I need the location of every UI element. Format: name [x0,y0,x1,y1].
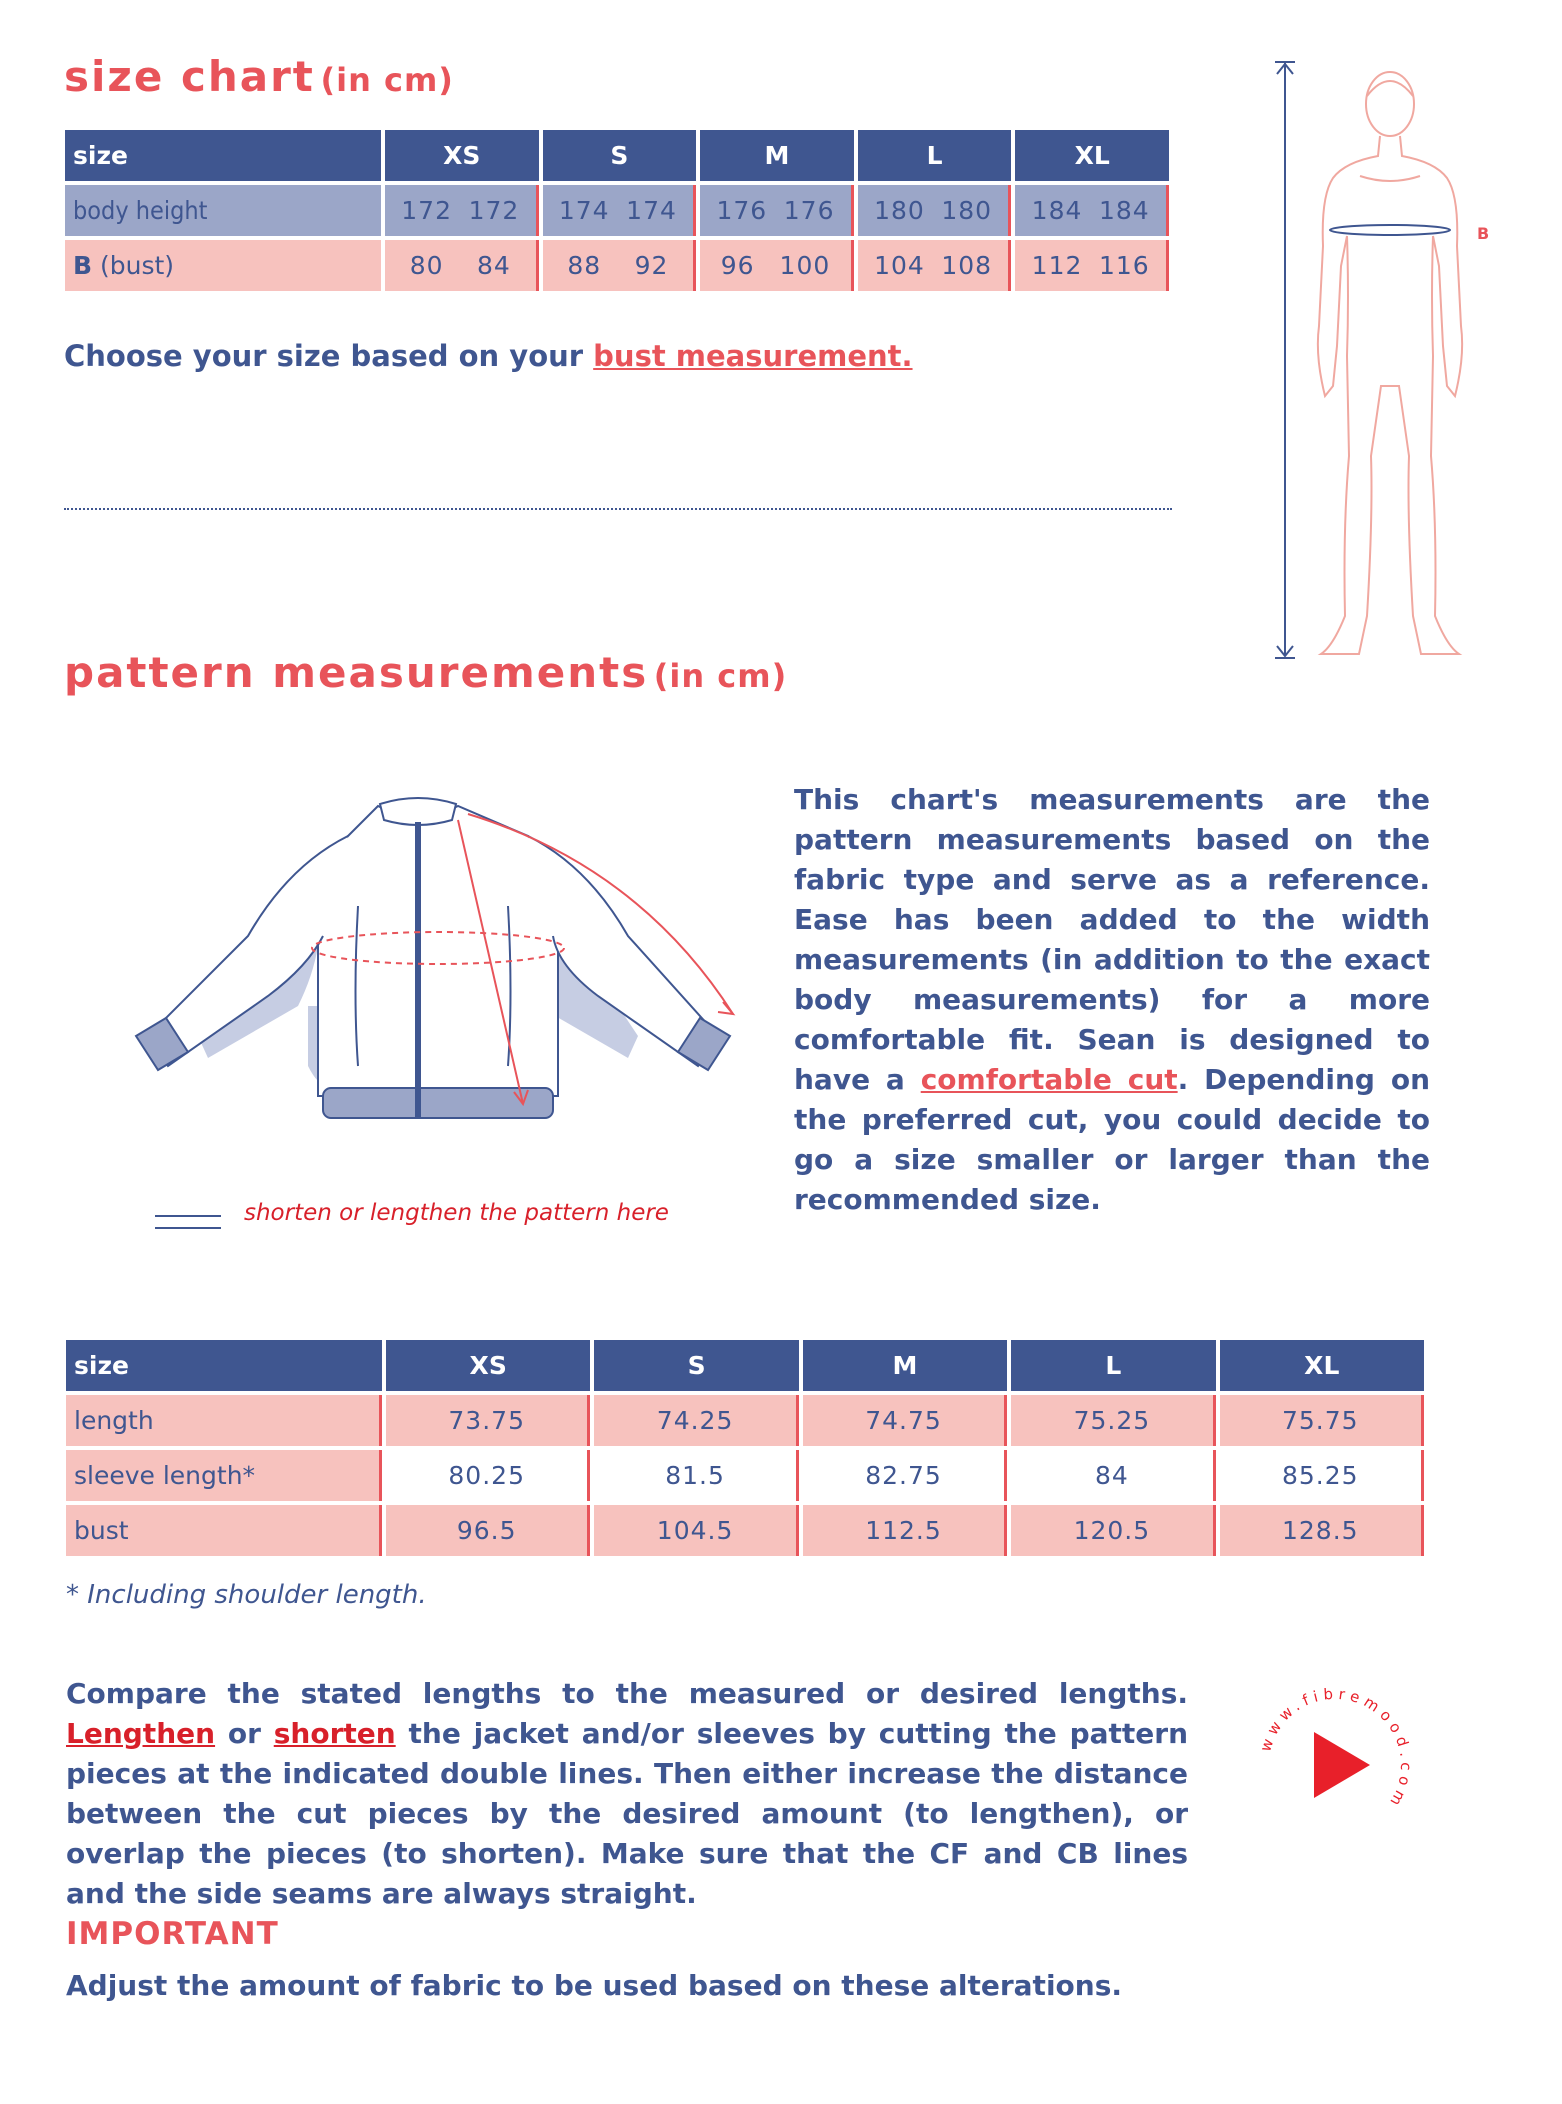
sleeve-length-s: 81.5 [594,1450,798,1501]
sleeve-length-xl: 85.25 [1220,1450,1424,1501]
cell: 116 [1098,251,1150,280]
size-header-l: L [858,130,1012,181]
size-chart-header-label: size [65,130,381,181]
length-xs: 73.75 [386,1395,590,1446]
size-chart-header-row [65,130,1169,181]
body-height-row [65,185,1169,236]
sleeve-length-row [66,1450,1424,1501]
bust-label-rest: (bust) [92,251,175,280]
jacket-illustration [118,796,738,1136]
shorten-lengthen-legend: shorten or lengthen the pattern here [244,1200,669,1226]
logo-circle-text: www.fibremood.com [1256,1684,1416,1814]
bust-l [858,240,1012,291]
bust-xs [385,240,539,291]
bust-pattern-s: 104.5 [594,1505,798,1556]
body-height-label: body height [65,185,381,236]
pattern-size-s: S [594,1340,798,1391]
bust-pattern-row [66,1505,1424,1556]
bust-pattern-label: bust [66,1505,382,1556]
body-figure-illustration [1255,56,1495,666]
double-line-icon [155,1215,221,1229]
size-header-s: S [543,130,697,181]
bust-pattern-xs: 96.5 [386,1505,590,1556]
instructions-part-3: the jacket and/or sleeves by cutting the pattern pieces at the indicated double lines. Then either increase the distance between the cut pieces by the desired amount (to lengthen), or overlap the pieces (to shorten). Make sure that the CF and CB lines and the side seams are always straight. [66,1717,1189,1910]
cell: 96 [720,251,755,280]
sleeve-length-xs: 80.25 [386,1450,590,1501]
pattern-size-l: L [1011,1340,1215,1391]
pattern-size-xl: XL [1220,1340,1424,1391]
pattern-title [64,648,787,697]
height-arrow-icon [1275,62,1295,658]
bust-line-icon [1330,225,1450,235]
sleeve-length-l: 84 [1011,1450,1215,1501]
pattern-size-m: M [803,1340,1007,1391]
length-s: 74.25 [594,1395,798,1446]
pattern-header-label: size [66,1340,382,1391]
bust-label-b: B [73,251,93,280]
instructions-paragraph [66,1674,1188,1914]
cell: 172 [468,196,520,225]
shoulder-footnote: * Including shoulder length. [66,1580,427,1610]
cell: 180 [874,196,925,225]
important-text: Adjust the amount of fabric to be used based on these alterations. [66,1969,1123,2002]
size-chart-unit: (in cm) [320,61,454,99]
size-header-xs: XS [385,130,539,181]
cell: 184 [1098,196,1150,225]
cell: 174 [558,196,610,225]
size-chart-title-text: size chart [64,52,315,101]
pattern-size-xs: XS [386,1340,590,1391]
sleeve-length-m: 82.75 [803,1450,1007,1501]
pattern-unit: (in cm) [653,657,788,695]
bust-m [700,240,854,291]
description-part-2: . Depending on the preferred cut, you could decide to go a size smaller or larger than the recommended size. [794,1063,1430,1216]
bust-measurement-link[interactable]: bust measurement. [593,339,913,373]
cell: 88 [567,251,602,280]
length-m: 74.75 [803,1395,1007,1446]
cell: 84 [477,251,511,280]
length-label: length [66,1395,382,1446]
pattern-description [794,780,1430,1220]
instructions-part-2: or [215,1717,274,1750]
size-chart-table [61,126,1173,295]
cell: 172 [401,196,452,225]
body-height-l [858,185,1012,236]
bust-row [65,240,1169,291]
cell: 104 [874,251,925,280]
body-height-xl [1015,185,1169,236]
cell: 92 [634,251,669,280]
body-height-s [543,185,697,236]
human-figure-icon [1318,72,1462,654]
play-icon [1314,1732,1370,1798]
instructions-part-1: Compare the stated lengths to the measured or desired lengths. [66,1677,1188,1710]
cell: 80 [409,251,444,280]
cell: 112 [1031,251,1083,280]
size-chart-title [64,52,454,101]
comfortable-cut-link[interactable]: comfortable cut [920,1063,1178,1096]
bust-s [543,240,697,291]
size-header-xl: XL [1015,130,1169,181]
description-part-1: This chart's measurements are the pattern measurements based on the fabric type and serve as a reference. Ease has been added to the width measurements (in addition to the exact body measurements) for a more comfortable fit. Sean is designed to have a [794,783,1430,1096]
shorten-link[interactable]: shorten [273,1717,396,1750]
pattern-title-text: pattern measurements [64,648,649,697]
sleeve-length-label: sleeve length* [66,1450,382,1501]
cell: 184 [1031,196,1083,225]
choose-text: Choose your size based on your [64,339,594,373]
lengthen-link[interactable]: Lengthen [66,1717,216,1750]
cell: 100 [779,251,831,280]
cell: 174 [626,196,677,225]
cell: 180 [941,196,993,225]
bust-xl [1015,240,1169,291]
length-row [66,1395,1424,1446]
choose-size-text [64,336,913,376]
figure-b-label: B [1477,224,1490,243]
pattern-header-row [66,1340,1424,1391]
cell: 176 [716,196,768,225]
length-l: 75.25 [1011,1395,1215,1446]
size-header-m: M [700,130,854,181]
bust-pattern-xl: 128.5 [1220,1505,1424,1556]
section-divider [64,508,1172,510]
body-height-m [700,185,854,236]
fibremood-logo[interactable] [1250,1680,1420,1850]
bust-pattern-m: 112.5 [803,1505,1007,1556]
body-height-xs [385,185,539,236]
bust-label [65,240,381,291]
bust-pattern-l: 120.5 [1011,1505,1215,1556]
cell: 108 [941,251,993,280]
important-title: IMPORTANT [66,1916,279,1952]
length-xl: 75.75 [1220,1395,1424,1446]
jacket-icon [136,798,730,1118]
pattern-table [62,1336,1428,1560]
cell: 176 [783,196,835,225]
